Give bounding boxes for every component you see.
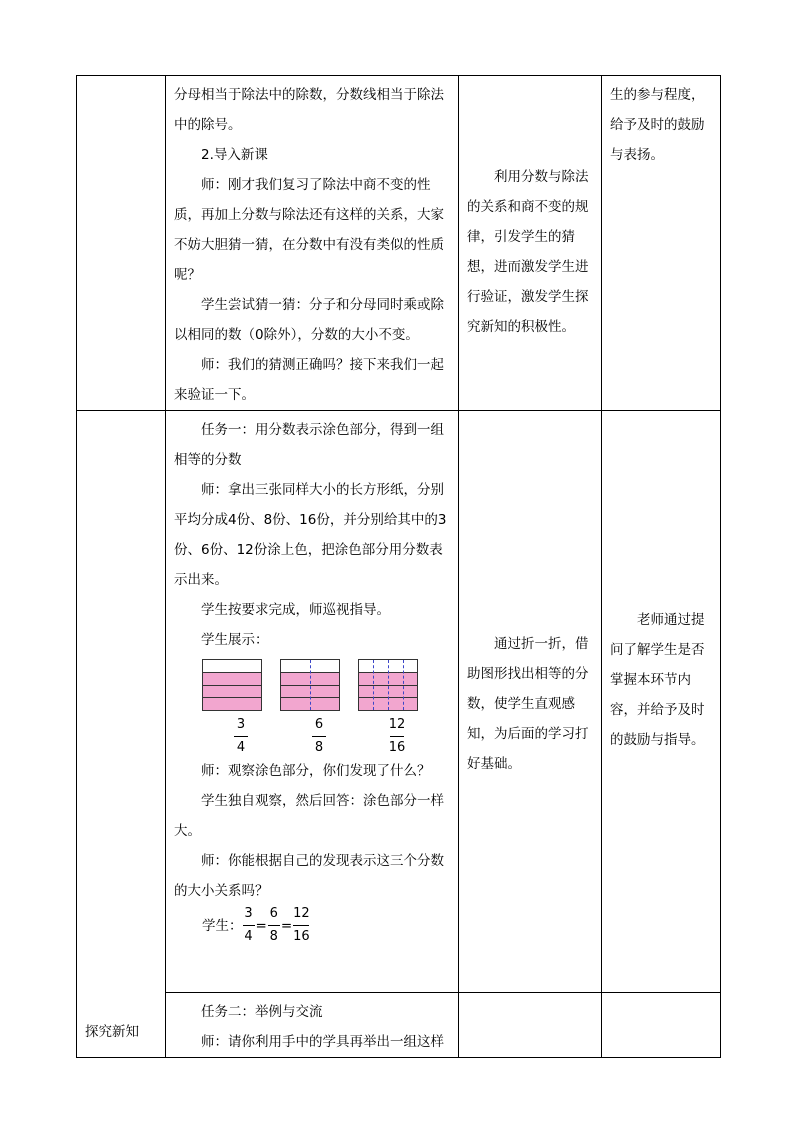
task-title: 任务一：用分数表示涂色部分，得到一组相等的分数 (174, 422, 444, 468)
intent-cell (459, 76, 602, 411)
equals-sign: = (280, 917, 293, 934)
fraction: $\frac{12}{16}$ (293, 906, 310, 944)
fraction: $\frac{3}{4}$ (202, 717, 280, 756)
paragraph: 学生按要求完成，师巡视指导。 (201, 602, 390, 618)
evaluation-text: 生的参与程度，给予及时的鼓励与表扬。 (610, 87, 705, 163)
intent-text: 通过折一折，借助图形找出相等的分数，使学生直观感知，为后面的学习打好基础。 (467, 636, 589, 772)
table-row (77, 993, 721, 1058)
fraction: $\frac{6}{8}$ (280, 717, 358, 756)
equals-sign: = (255, 917, 267, 934)
task-title: 任务二：举例与交流 (201, 1004, 323, 1020)
fraction-equation (202, 906, 452, 945)
evaluation-cell (602, 76, 721, 411)
fraction-diagrams (202, 659, 452, 711)
answer-label: 学生： (202, 917, 243, 934)
paragraph: 师：我们的猜测正确吗？接下来我们一起来验证一下。 (174, 357, 444, 403)
paragraph: 师：请你利用手中的学具再举出一组这样 (201, 1034, 444, 1050)
process-cell (166, 76, 459, 411)
fraction: $\frac{6}{8}$ (269, 906, 278, 944)
fraction: $\frac{3}{4}$ (244, 906, 253, 944)
strip-quarters (202, 659, 262, 711)
evaluation-cell (602, 411, 721, 993)
section-heading: 2.导入新课 (201, 147, 268, 163)
paragraph: 分母相当于除法中的除数，分数线相当于除法中的除号。 (174, 87, 444, 133)
evaluation-cell (602, 993, 721, 1058)
stage-label: 探究新知 (85, 1024, 139, 1040)
fraction-labels (202, 717, 452, 756)
paragraph: 学生独自观察，然后回答：涂色部分一样大。 (174, 793, 444, 839)
process-cell (166, 411, 459, 993)
stage-cell (77, 76, 166, 411)
intent-cell (459, 411, 602, 993)
evaluation-text: 老师通过提问了解学生是否掌握本环节内容，并给予及时的鼓励与指导。 (610, 612, 705, 748)
paragraph: 师：你能根据自己的发现表示这三个分数的大小关系吗？ (174, 853, 444, 899)
fraction: $\frac{12}{16}$ (388, 717, 406, 755)
lesson-plan-table (76, 75, 721, 1058)
strip-eighths (280, 659, 340, 711)
process-cell (166, 993, 459, 1058)
paragraph: 师：拿出三张同样大小的长方形纸，分别平均分成4份、8份、16份，并分别给其中的3份、6份、12份涂上色，把涂色部分用分数表示出来。 (174, 482, 447, 588)
paragraph: 学生展示： (201, 632, 269, 648)
table-row (77, 76, 721, 411)
intent-text: 利用分数与除法的关系和商不变的规律，引发学生的猜想，进而激发学生进行验证，激发学生探究新知的积极性。 (467, 169, 589, 335)
intent-cell (459, 993, 602, 1058)
stage-cell (77, 411, 166, 1058)
paragraph: 师：观察涂色部分，你们发现了什么？ (201, 763, 431, 779)
paragraph: 师：刚才我们复习了除法中商不变的性质，再加上分数与除法还有这样的关系，大家不妨大胆猜一猜，在分数中有没有类似的性质呢？ (174, 177, 444, 283)
paragraph: 学生尝试猜一猜：分子和分母同时乘或除以相同的数（0除外），分数的大小不变。 (174, 297, 444, 343)
table-row (77, 411, 721, 993)
strip-sixteenths (358, 659, 418, 711)
